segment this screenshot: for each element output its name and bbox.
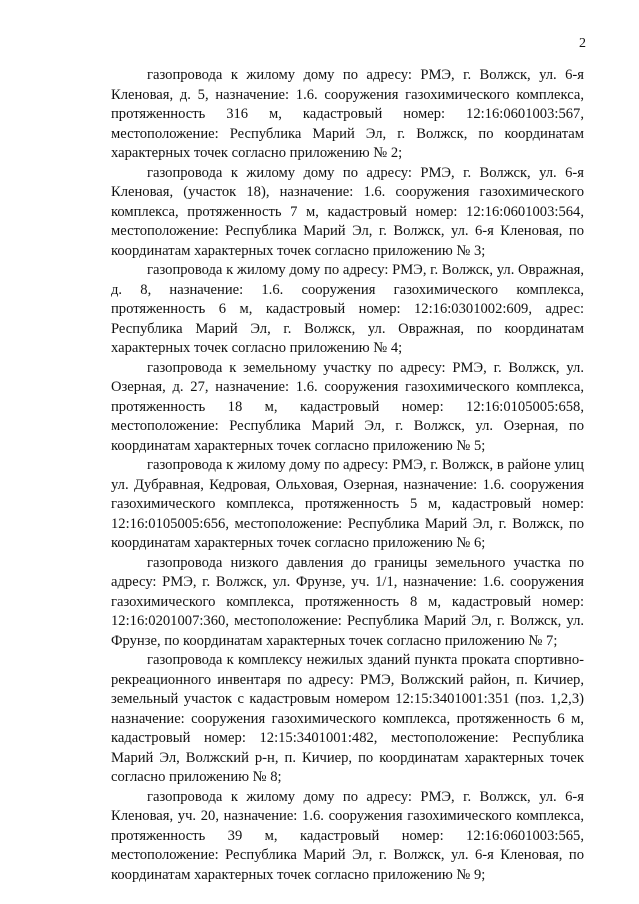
paragraph-6: газопровода низкого давления до границы земельного участка по адресу: РМЭ, г. Волжск, ул. Фрунзе, уч. 1/1, назначение: 1.6. сооружения газохимического комплекса, протяженность 8 м, кадастровый номер: 12:16:0201007:360, местоположение: Республика Марий Эл, г. Волжск, ул. Фрунзе, по координатам характерных точек согласно приложению № 7; [111, 554, 584, 649]
paragraph-7: газопровода к комплексу нежилых зданий пункта проката спортивно- рекреационного инвентаря по адресу: РМЭ, Волжский район, п. Кичиер, земельный участок с кадастровым номером 12:15:3401001:351 (поз. 1,2,3) назначение: сооружения газохимического комплекса, протяженность 6 м, кадастровый номер: 12:15:3401001:482, местоположение: Республика Марий Эл, Волжский р-н, п. Кичиер, по координатам характерных точек согласно приложению № 8; [111, 652, 584, 785]
document-body [111, 66, 584, 885]
paragraph-1: газопровода к жилому дому по адресу: РМЭ, г. Волжск, ул. 6-я Кленовая, д. 5, назначение: 1.6. сооружения газохимического комплекса, протяженность 316 м, кадастровый номер: 12:16:0601003:567, местоположение: Республика Марий Эл, г. Волжск, по координатам характерных точек согласно приложению № 2; [111, 67, 584, 161]
paragraph-2: газопровода к жилому дому по адресу: РМЭ, г. Волжск, ул. 6-я Кленовая, (участок 18), назначение: 1.6. сооружения газохимического комплекса, протяженность 7 м, кадастровый номер: 12:16:0601003:564, местоположение: Республика Марий Эл, г. Волжск, ул. 6-я Кленовая, по координатам характерных точек согласно приложению № 3; [111, 164, 584, 259]
page-number: 2 [579, 36, 586, 51]
paragraph-3: газопровода к жилому дому по адресу: РМЭ, г. Волжск, ул. Овражная, д. 8, назначение: 1.6. сооружения газохимического комплекса, протяженность 6 м, кадастровый номер: 12:16:0301002:609, адрес: Республика Марий Эл, г. Волжск, ул. Овражная, по координатам характерных точек согласно приложению № 4; [111, 262, 584, 356]
paragraph-8: газопровода к жилому дому по адресу: РМЭ, г. Волжск, ул. 6-я Кленовая, уч. 20, назначение: 1.6. сооружения газохимического комплекса, протяженность 39 м, кадастровый номер: 12:16:0601003:565, местоположение: Республика Марий Эл, г. Волжск, ул. 6-я Кленовая, по координатам характерных точек согласно приложению № 9; [111, 788, 584, 883]
paragraph-5: газопровода к жилому дому по адресу: РМЭ, г. Волжск, в районе улиц ул. Дубравная, Кедровая, Ольховая, Озерная, назначение: 1.6. сооружения газохимического комплекса, протяженность 5 м, кадастровый номер: 12:16:0105005:656, местоположение: Республика Марий Эл, г. Волжск, по координатам характерных точек согласно приложению № 6; [111, 457, 584, 551]
paragraph-4: газопровода к земельному участку по адресу: РМЭ, г. Волжск, ул. Озерная, д. 27, назначение: 1.6. сооружения газохимического комплекса, протяженность 18 м, кадастровый номер: 12:16:0105005:658, местоположение: Республика Марий Эл, г. Волжск, ул. Озерная, по координатам характерных точек согласно приложению № 5; [111, 359, 584, 454]
